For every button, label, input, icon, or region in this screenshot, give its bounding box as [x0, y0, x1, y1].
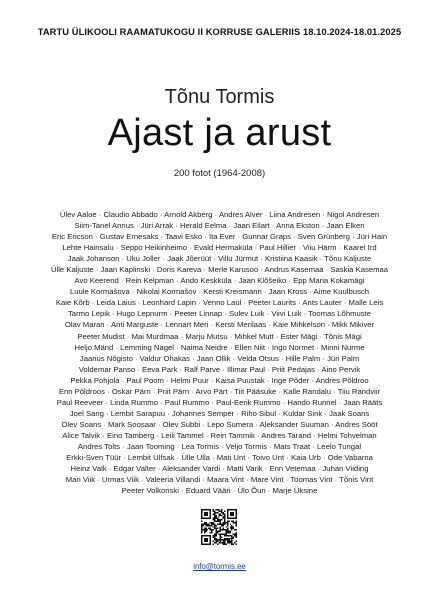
names-line: Pekka Pohjola · Paul Poom · Helmi Puur · Kaisa Puustak · Inge Põder · Andres Põldroo — [70, 375, 369, 385]
names-line: Voldemar Panso · Eeva Park · Ralf Parve · Illimar Paul · Priit Pedajas · Aino Pervik — [78, 364, 361, 374]
names-list — [8, 209, 431, 496]
names-line: Paul Reeveer · Linda Rummo · Paul Rummo · Paul-Eerik Rummo · Hando Runnel · Jaan Rääts — [56, 397, 383, 407]
names-line: Kaie Kõrb · Leida Laius · Leonhard Lapin · Venno Laul · Peeter Laurits · Ants Lauter · Malle Leis — [55, 298, 384, 308]
names-line: Olav Maran · Anti Marguste · Lennart Meri · Kersti Merilaas · Kaie Mihkelson · Mikk Mikiver — [64, 320, 375, 330]
email-link[interactable]: info@tormis.ee — [193, 562, 246, 571]
names-line: Tarmo Lepik · Hugo Lepnurm · Peeter Linnap · Sulev Luik · Viivi Luik · Toomas Lõhmuste — [67, 309, 372, 319]
names-line: Jaanus Nõgisto · Valdur Ohakas · Jaan Ollik · Velda Otsus · Hille Palm · Jüri Palm — [79, 353, 360, 363]
names-line: Ülle Kaljuste · Jaan Kaplinski · Doris Kareva · Merle Karusoo · Andrus Kasemaa · Saskia Kasemaa — [50, 265, 389, 275]
names-line: Joel Sang · Lembit Sarapuu · Johannes Semper · Riho Sibul · Kuldar Sink · Jaak Soans — [69, 408, 370, 418]
names-line: Peeter Mudist · Mai Murdmaa · Marju Mutsu · Mihkel Mutt · Ester Mägi · Tõnis Mägi — [77, 331, 362, 341]
author-name: Tõnu Tormis — [164, 86, 275, 108]
names-line: Heinz Valk · Edgar Valter · Aleksander Vardi · Matti Varik · Enn Vetemaa · Juhan Viiding — [70, 464, 369, 474]
names-line: Heljo Mänd · Lemming Nagel · Naima Neidre · Ellen Niit · Ingo Normet · Minni Nurme — [74, 342, 365, 352]
qr-code[interactable] — [201, 509, 237, 545]
exhibition-title: Ajast ja arust — [107, 112, 332, 154]
names-line: Enn Põldroos · Oskar Pärn · Priit Pärn · Arvo Pärt · Tiit Pääsuke · Kalle Randalu · Tiiu Randviir — [58, 386, 381, 396]
names-line: Peeter Volkonski · Eduard Vääri · Ülo Õun · Marje Üksine — [121, 486, 318, 496]
exhibition-header: TARTU ÜLIKOOLI RAAMATUKOGU II KORRUSE GALERIIS 18.10.2024-18.01.2025 — [37, 27, 402, 37]
names-line: Erkki-Sven Tüür · Lembit Ulfsak · Ülle Ulla · Mati Unt · Toivo Unt · Kaia Urb · Ode Vabarna — [66, 453, 373, 463]
exhibition-subtitle: 200 fotot (1964-2008) — [173, 168, 266, 179]
names-line: Lehte Hainsalu · Seppo Heikinheimo · Evald Hermaküla · Paul Hillier · Viiu Härm · Kaarel Ird — [62, 243, 377, 253]
names-line: Avo Keerend · Rein Kelpman · Ando Keskküla · Jaan Klõšeiko · Epp Maria Kokamägi — [74, 276, 365, 286]
names-line: Siim-Tanel Annus · Jüri Arrak · Herald Eelma · Jaan Eilart · Anna Ekston · Jaan Elken — [74, 221, 365, 231]
names-line: Ülev Aaloe · Claudio Abbado · Arnold Akberg · Andres Alver · Liina Andresen · Nigol Andresen — [59, 210, 380, 219]
names-line: Andres Tolts · Jaan Tooming · Lea Tormis · Veljo Tormis · Mats Traat · Leelo Tungal — [77, 441, 362, 451]
names-line: Olev Soans · Mark Soosaar · Olev Subbi · Lepo Sumera · Aleksander Suuman · Andres Sööt — [61, 419, 378, 429]
contact-email[interactable] — [0, 562, 439, 571]
names-line: Eric Ericson · Gustav Ernesaks · Taavi Esko · Ita Ever · Gunnar Graps · Sven Grünberg · Jüri Hain — [51, 232, 388, 242]
names-line: Luule Kormašova · Nikolai Kormašov · Kersti Kreismann · Jaan Kross · Aime Kuulbusch — [69, 287, 370, 297]
names-line: Mari Viik · Urmas Viik · Valeeria Villandi · Maara Vint · Mare Vint · Toomas Vint · Tõnis Vint — [65, 475, 374, 485]
names-line: Jaak Johanson · Uku Joller · Jaak Jõerüüt · Villu Jürmut · Kristiina Kaasik · Tõnu Kaljuste — [67, 254, 372, 264]
names-line: Alice Talvik · Eino Tamberg · Leili Tammel · Rein Tammik · Andres Tarand · Helmi Tohvelman — [62, 430, 377, 440]
